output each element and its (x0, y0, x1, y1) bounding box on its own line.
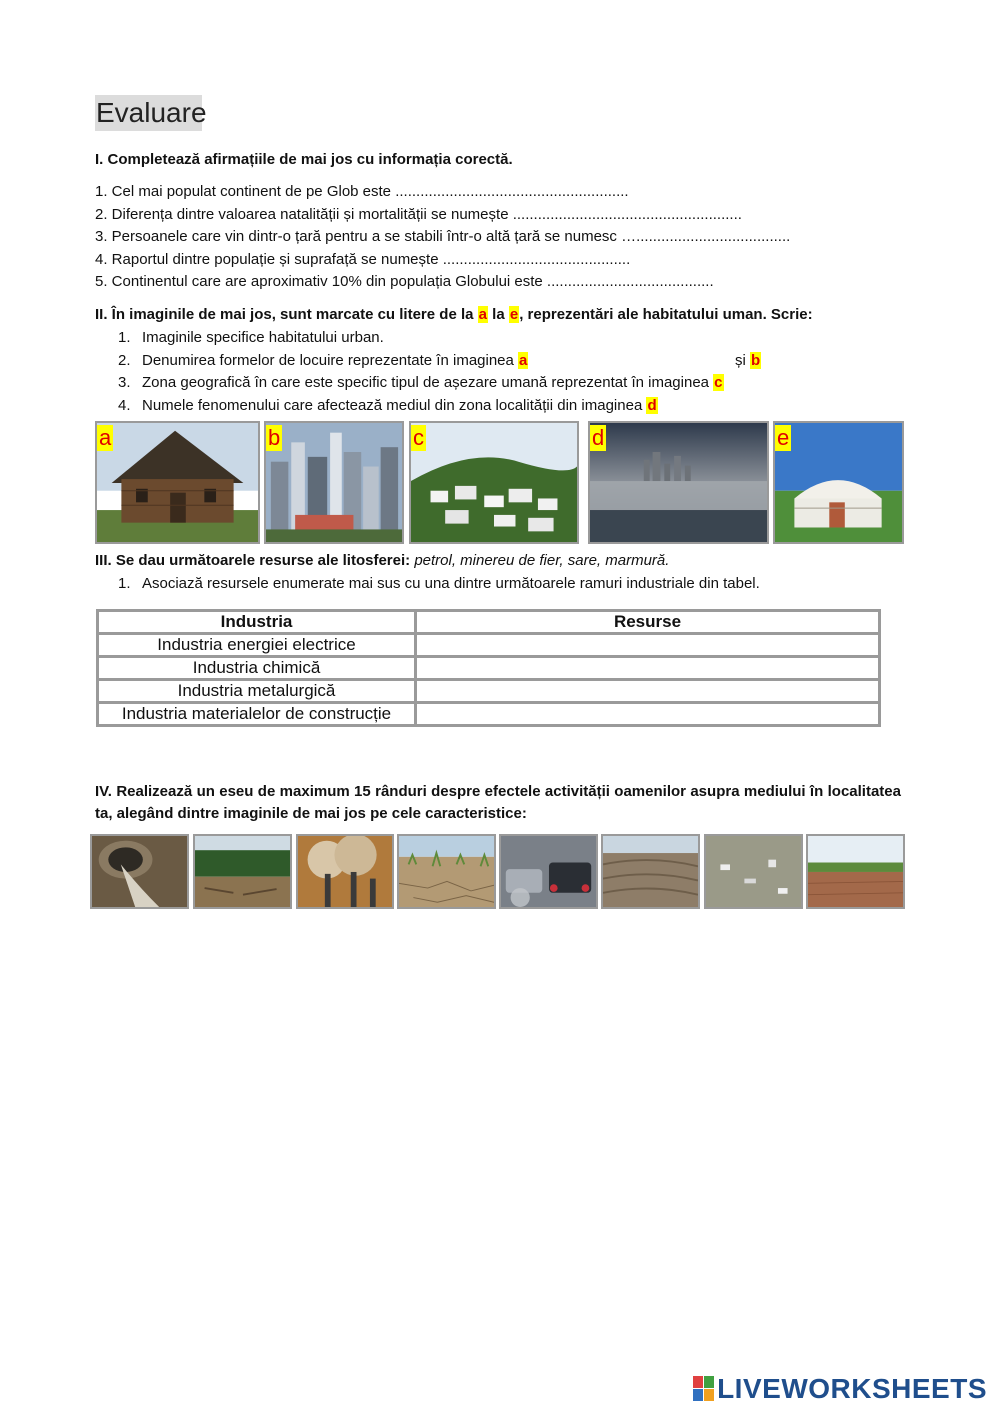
table-header-row (98, 611, 880, 634)
item-text: Denumirea formelor de locuire reprezentate în imaginea (142, 352, 514, 369)
table-cell-industry: Industria chimică (98, 657, 416, 680)
section2-item-3 (118, 372, 724, 394)
photo-label-d: d (592, 425, 605, 450)
table-cell-resources-input[interactable] (416, 703, 880, 726)
item-text: și (735, 352, 746, 369)
section2-item-2-suffix (735, 350, 761, 372)
photo-e-yurt (773, 421, 904, 544)
strip-image-open-pit-mine (601, 834, 700, 909)
section1-item-3: 3. Persoanele care vin dintr-o țară pentru a se stabili într-o altă țară se numesc …..................................... (95, 228, 791, 245)
table-header-resources: Resurse (416, 611, 880, 634)
yurt-image (775, 423, 902, 542)
smog-city-image (590, 423, 767, 542)
drought-field-image (399, 836, 494, 907)
section1-item-1: 1. Cel mai populat continent de pe Glob este ........................................................ (95, 183, 629, 200)
section2-item-4 (118, 395, 658, 417)
section3-item-1 (118, 573, 760, 595)
item-number: 3. (118, 374, 131, 391)
item-text: Numele fenomenului care afectează mediul din zona localității din imaginea (142, 397, 643, 414)
section3-heading (95, 550, 669, 572)
photo-label-c: c (413, 425, 424, 450)
section2-item-2 (118, 350, 528, 372)
deforestation-image (195, 836, 290, 907)
photo-d-smog (588, 421, 769, 544)
item-number: 4. (118, 397, 131, 414)
section3-resources: petrol, minereu de fier, sare, marmură. (414, 552, 670, 569)
litter-ground-image (706, 836, 801, 907)
table-cell-industry: Industria materialelor de construcție (98, 703, 416, 726)
table-cell-resources-input[interactable] (416, 680, 880, 703)
table-cell-industry: Industria energiei electrice (98, 634, 416, 657)
open-pit-mine-image (603, 836, 698, 907)
photo-label-b: b (268, 425, 281, 450)
section2-item-1 (118, 327, 384, 349)
hillside-village-image (411, 423, 577, 542)
city-skyline-image (266, 423, 402, 542)
table-row (98, 634, 880, 657)
section2-heading-pre: II. În imaginile de mai jos, sunt marcate cu litere de la (95, 306, 474, 323)
section1-item-4: 4. Raportul dintre populație și suprafață se numește ............................................. (95, 251, 631, 268)
factory-smoke-image (298, 836, 392, 907)
table-row (98, 657, 880, 680)
item-text: Imaginile specifice habitatului urban. (142, 329, 384, 346)
highlight-letter-c: c (714, 374, 723, 391)
item-number: 1. (118, 575, 131, 592)
strip-image-traffic-pollution (499, 834, 598, 909)
strip-image-deforestation (193, 834, 292, 909)
photo-label-e: e (777, 425, 790, 450)
strip-image-sewage-pipe (90, 834, 189, 909)
section2-heading-mid: la (492, 306, 505, 323)
photo-c-village (409, 421, 579, 544)
section2-heading (95, 304, 813, 326)
strip-image-eroded-field (806, 834, 905, 909)
logo-text: LIVEWORKSHEETS (717, 1373, 987, 1404)
highlight-letter-e: e (509, 306, 519, 323)
wooden-house-image (97, 423, 258, 542)
table-cell-industry: Industria metalurgică (98, 680, 416, 703)
photo-label-a: a (99, 425, 112, 450)
sewage-pipe-image (92, 836, 187, 907)
section1-item-2: 2. Diferența dintre valoarea natalității și mortalității se numește ....................................................... (95, 206, 742, 223)
eroded-field-image (808, 836, 903, 907)
table-row (98, 703, 880, 726)
item-text: Asociază resursele enumerate mai sus cu una dintre următoarele ramuri industriale din tabel. (142, 575, 760, 592)
traffic-pollution-image (501, 836, 596, 907)
highlight-letter-d: d (647, 397, 657, 414)
photo-a-wooden-house (95, 421, 260, 544)
strip-image-drought (397, 834, 496, 909)
section1-item-5: 5. Continentul care are aproximativ 10% din populația Globului este ........................................ (95, 273, 714, 290)
item-text: Zona geografică în care este specific tipul de așezare umană reprezentat în imaginea (142, 374, 709, 391)
highlight-letter-a: a (478, 306, 487, 323)
highlight-letter-b: b (751, 352, 761, 369)
section4-heading: IV. Realizează un eseu de maximum 15 rânduri despre efectele activității oamenilor asupra mediului în localitatea ta, alegând dintre imaginile de mai jos pe cele caracteristice: (95, 783, 901, 822)
table-header-industry: Industria (98, 611, 416, 634)
table-row (98, 680, 880, 703)
highlight-letter-a: a (519, 352, 528, 369)
table-cell-resources-input[interactable] (416, 657, 880, 680)
table-cell-resources-input[interactable] (416, 634, 880, 657)
liveworksheets-logo (693, 1373, 987, 1405)
item-number: 2. (118, 352, 131, 369)
photo-b-city (264, 421, 404, 544)
section1-heading: I. Completează afirmațiile de mai jos cu informația corectă. (95, 151, 513, 168)
page-title: Evaluare (95, 95, 202, 131)
item-number: 1. (118, 329, 131, 346)
liveworksheets-icon (693, 1376, 715, 1402)
section3-heading-text: III. Se dau următoarele resurse ale litosferei: (95, 552, 411, 569)
strip-image-litter (704, 834, 803, 909)
strip-image-factory-smoke (296, 834, 394, 909)
section2-heading-post: , reprezentări ale habitatului uman. Scrie: (519, 306, 813, 323)
industry-resources-table (96, 609, 881, 727)
